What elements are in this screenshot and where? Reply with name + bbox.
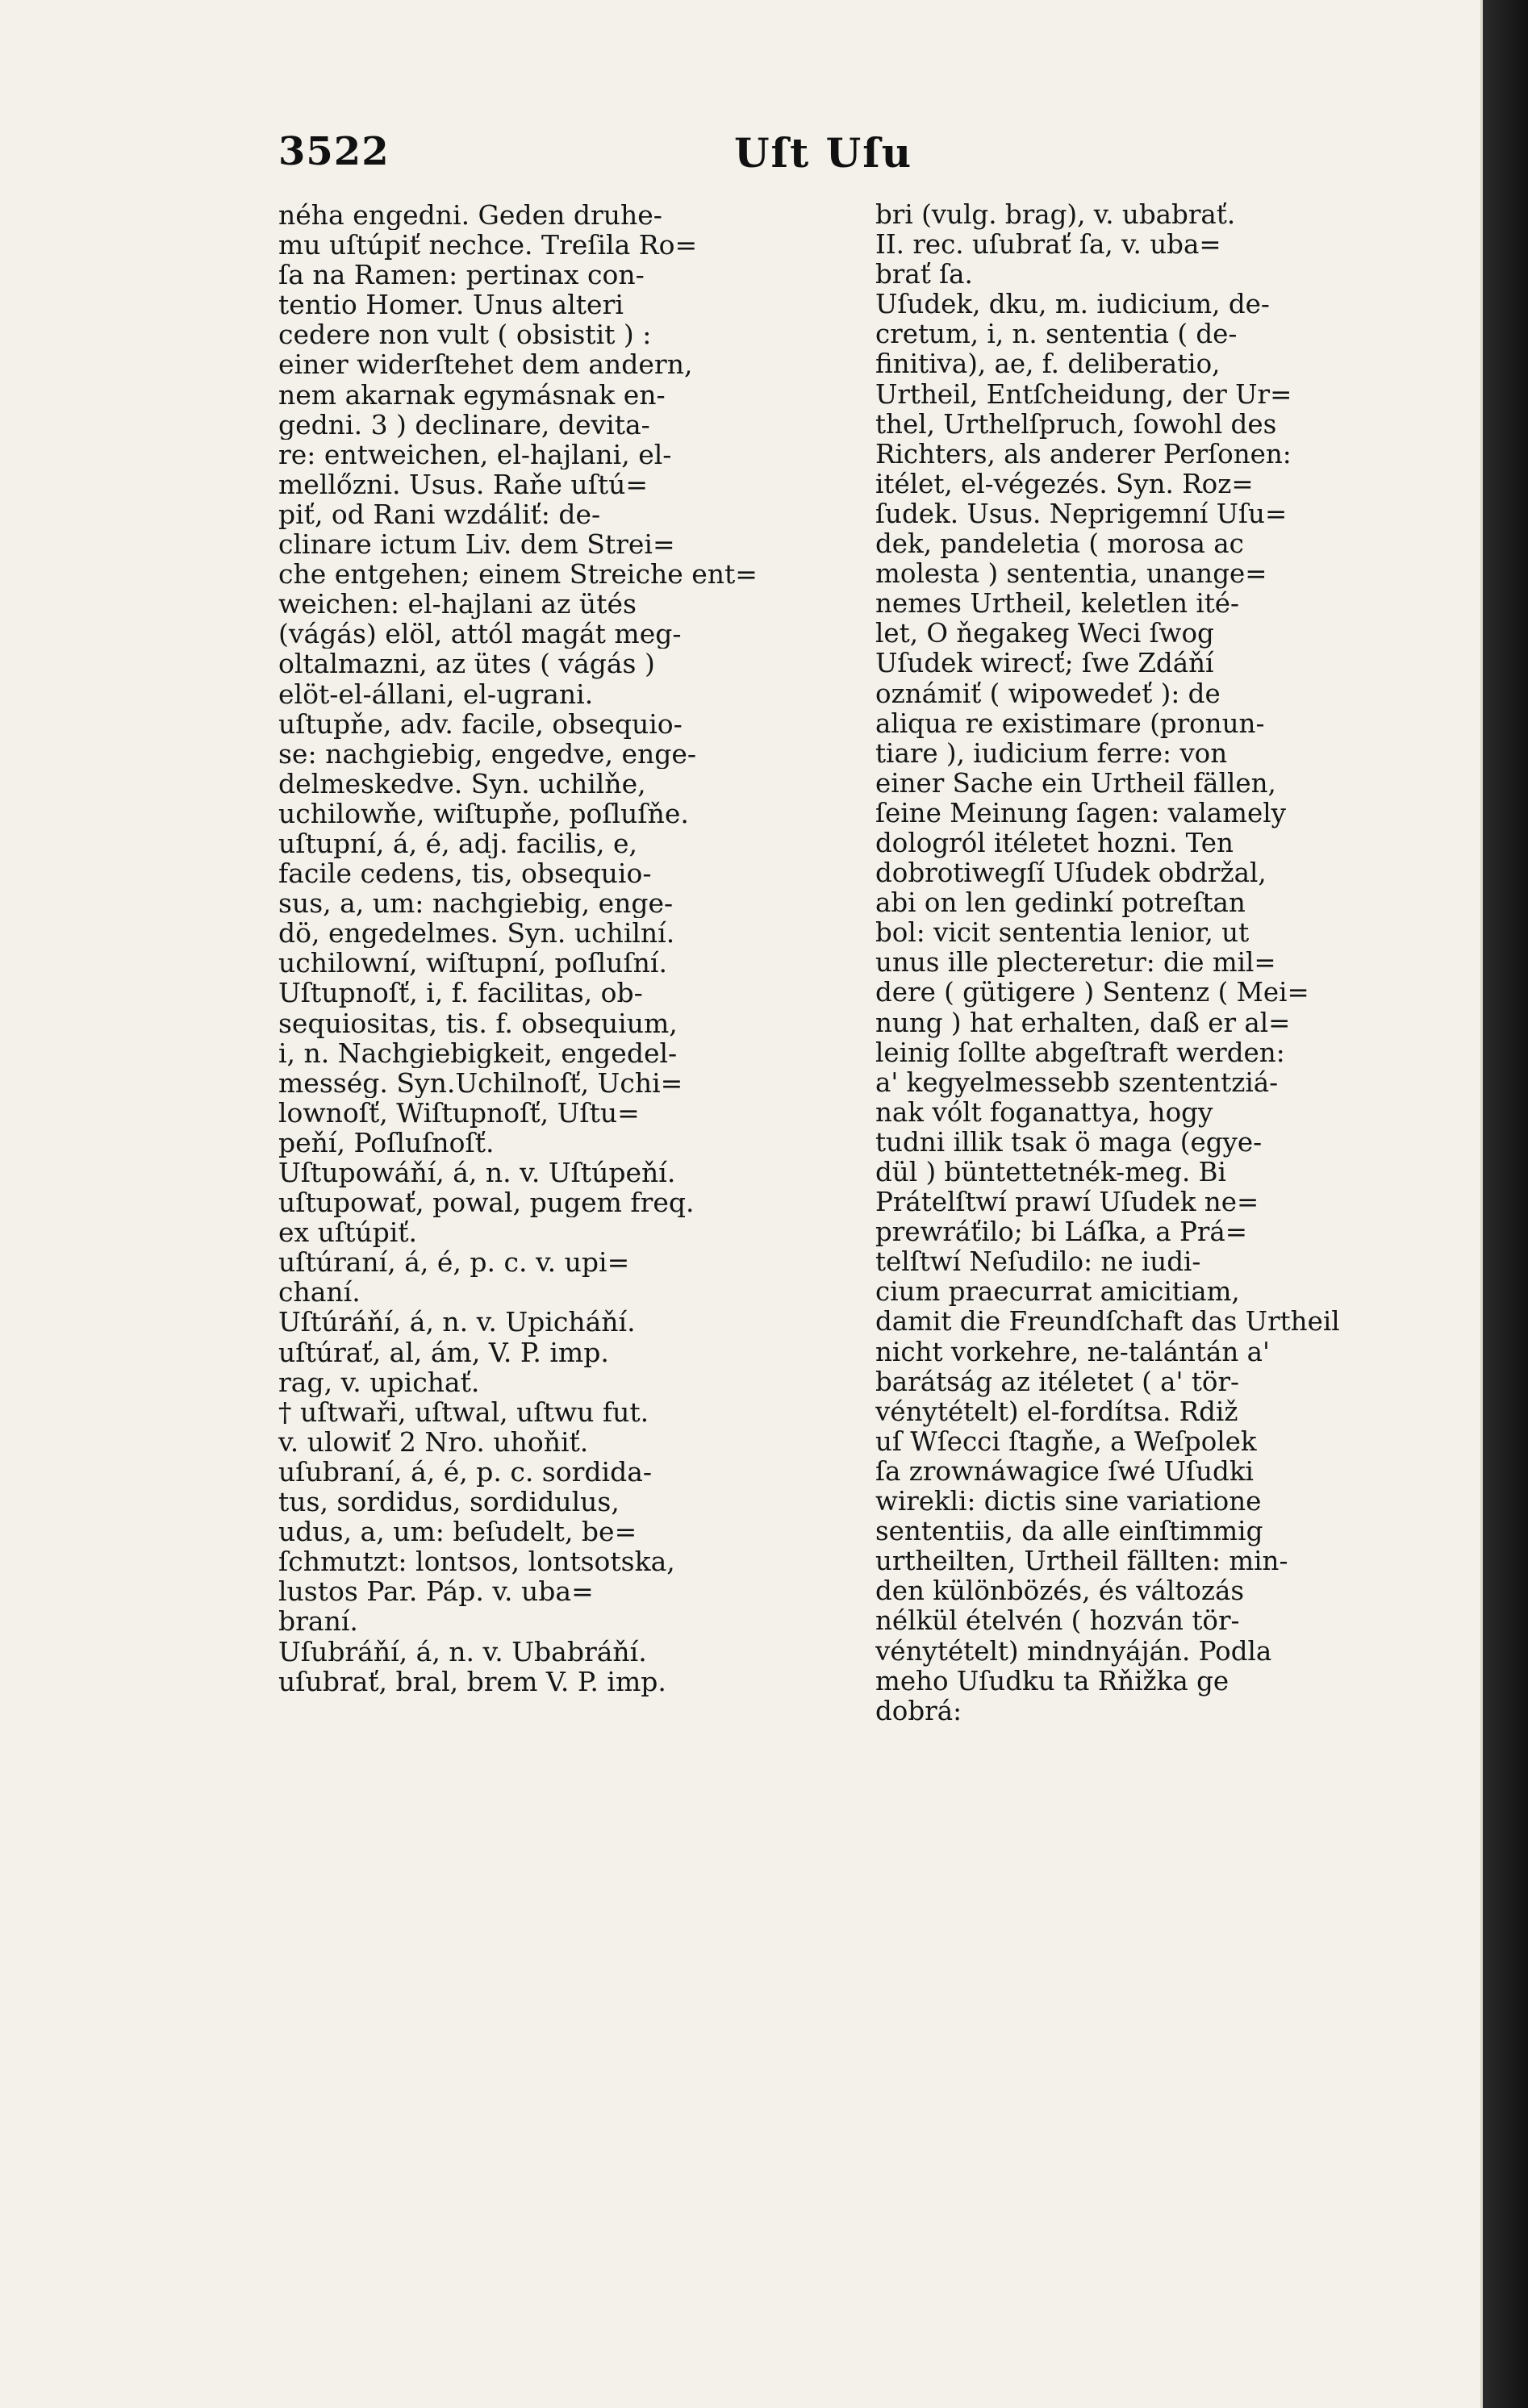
text-line: cedere non vult ( obsistit ) : [278,319,652,350]
text-line: uſ Wſecci ſtagňe, a Weſpolek [875,1426,1257,1457]
text-line: abi on len gedinkí potreſtan [875,888,1246,919]
text-line: Uſubráňí, á, n. v. Ubabráňí. [278,1636,647,1667]
text-line: peňí, Poſluſnoſť. [278,1127,495,1158]
text-line: II. rec. uſubrať ſa, v. uba= [875,230,1221,261]
text-line: (vágás) elöl, attól magát meg- [278,619,682,649]
text-line: leinig ſollte abgeſtraft werden: [875,1037,1285,1068]
text-line: unus ille plecteretur: die mil= [875,948,1276,979]
text-line: dobrotiwegſí Uſudek obdržal, [875,858,1267,889]
text-line: damit die Freundſchaft das Urtheil [875,1307,1340,1338]
text-line: ſeine Meinung ſagen: valamely [875,798,1286,828]
text-line: vénytételt) el-fordítsa. Rdiž [875,1396,1238,1427]
text-line: finitiva), ae, f. deliberatio, [875,349,1221,380]
text-line: nem akarnak egymásnak en- [278,379,666,410]
text-line: dül ) büntettetnék-meg. Bi [875,1158,1226,1187]
text-line: urtheilten, Urtheil fällten: min- [875,1546,1288,1577]
text-line: ex uſtúpiť. [278,1217,418,1248]
text-line: dere ( gütigere ) Sentenz ( Mei= [875,978,1309,1008]
text-line: cretum, i, n. sententia ( de- [875,319,1238,350]
text-line: facile cedens, tis, obsequio- [278,858,652,889]
text-line: néha engedni. Geden druhe- [278,200,662,231]
text-line: uſubrať, bral, brem V. P. imp. [278,1666,666,1696]
text-line: dö, engedelmes. Syn. uchilní. [278,918,675,949]
text-line: den különbözés, és változás [875,1576,1245,1607]
text-line: Prátelſtwí prawí Uſudek ne= [875,1187,1259,1218]
text-line: nung ) hat erhalten, daß er al= [875,1008,1291,1038]
text-line: einer widerſtehet dem andern, [278,349,693,380]
text-line: bol: vicit sententia lenior, ut [875,918,1250,949]
text-line: dologról itéletet hozni. Ten [875,828,1234,858]
text-line: re: entweichen, el-hajlani, el- [278,439,672,469]
text-line: i, n. Nachgiebigkeit, engedel- [278,1037,678,1068]
text-line: thel, Urthelſpruch, ſowohl des [875,409,1277,440]
text-line: ſa zrownáwagice ſwé Uſudki [875,1456,1254,1487]
text-line: oltalmazni, az ütes ( vágás ) [278,649,655,679]
text-line: tudni illik tsak ö maga (egye- [875,1127,1263,1158]
text-line: se: nachgiebig, engedve, enge- [278,738,697,769]
text-line: dek, pandeletia ( morosa ac [875,529,1244,560]
right-column [875,200,1440,2281]
text-line: che entgehen; einem Streiche ent= [278,559,758,590]
page-number: 3522 [278,129,390,174]
text-line: sus, a, um: nachgiebig, enge- [278,888,674,919]
text-line: uſtúraní, á, é, p. c. v. upi= [278,1247,630,1278]
text-line: chaní. [278,1277,361,1308]
text-line: Uſtupnoſť, i, f. facilitas, ob- [278,978,643,1008]
text-line: † uſtwaři, uſtwal, uſtwu fut. [278,1396,649,1427]
text-line: meho Uſudku ta Rňižka ge [875,1666,1229,1696]
text-line: tus, sordidus, sordidulus, [278,1487,620,1517]
text-line: braní. [278,1606,358,1637]
left-column [278,200,843,2281]
text-line: dobrá: [875,1696,962,1726]
text-line: wirekli: dictis sine variatione [875,1487,1262,1517]
text-line: delmeskedve. Syn. uchilňe, [278,768,646,799]
text-line: tiare ), iudicium ferre: von [875,738,1228,769]
text-line: nak vólt foganattya, hogy [875,1097,1213,1128]
text-line: ſchmutzt: lontsos, lontsotska, [278,1546,675,1577]
text-line: messég. Syn.Uchilnoſť, Uchi= [278,1067,683,1098]
text-line: Uſudek, dku, m. iudicium, de- [875,290,1270,320]
text-line: a' kegyelmessebb szententziá- [875,1067,1279,1098]
text-line: uchilowňe, wiſtupňe, poſluſňe. [278,798,689,828]
text-line: vénytételt) mindnyáján. Podla [875,1636,1272,1667]
text-line: gedni. 3 ) declinare, devita- [278,409,650,440]
text-line: aliqua re existimare (pronun- [875,708,1265,739]
text-line: mu uſtúpiť nechce. Treſila Ro= [278,230,698,261]
text-line: uſtúrať, al, ám, V. P. imp. [278,1337,609,1367]
text-line: prewráťilo; bi Láſka, a Prá= [875,1217,1247,1248]
text-line: nélkül ételvén ( hozván tör- [875,1606,1240,1637]
text-line: ſudek. Usus. Neprigemní Uſu= [875,499,1288,529]
text-line: bri (vulg. brag), v. ubabrať. [875,200,1236,230]
text-line: Uſtupowáňí, á, n. v. Uſtúpeňí. [278,1158,676,1188]
text-line: Richters, als anderer Perſonen: [875,439,1292,469]
text-line: piť, od Rani wzdáliť: de- [278,499,601,530]
text-line: uchilowní, wiſtupní, poſluſní. [278,948,667,979]
text-line: v. ulowiť 2 Nro. uhoňiť. [278,1426,589,1457]
text-line: Uſudek wirecť; ſwe Zdáňí [875,649,1214,679]
text-line: telſtwí Neſudilo: ne iudi- [875,1247,1201,1278]
text-line: ſa na Ramen: pertinax con- [278,260,645,290]
text-line: udus, a, um: beſudelt, be= [278,1517,637,1547]
text-line: tentio Homer. Unus alteri [278,290,624,320]
text-line: Uſtúráňí, á, n. v. Upicháňí. [278,1307,636,1338]
text-line: lustos Par. Páp. v. uba= [278,1576,594,1607]
scan-edge [1483,0,1528,2408]
text-line: uſtupňe, adv. facile, obsequio- [278,708,683,739]
text-line: nemes Urtheil, keletlen ité- [875,589,1240,620]
text-line: barátság az itéletet ( a' tör- [875,1367,1239,1397]
page-header [278,129,1440,194]
text-line: lownoſť, Wiſtupnoſť, Uſtu= [278,1097,640,1128]
text-line: mellőzni. Usus. Raňe uſtú= [278,469,649,499]
text-line: nicht vorkehre, ne-talántán a' [875,1337,1270,1367]
text-line: molesta ) sententia, unange= [875,559,1267,590]
text-line: let, O ňegakeg Weci ſwog [875,619,1214,649]
text-line: uſtupowať, powal, pugem freq. [278,1187,695,1218]
text-line: uſtupní, á, é, adj. facilis, e, [278,828,638,859]
text-line: clinare ictum Liv. dem Strei= [278,529,675,560]
text-line: elöt-el-állani, el-ugrani. [278,678,594,709]
text-line: cium praecurrat amicitiam, [875,1277,1240,1308]
text-line: Urtheil, Entſcheidung, der Ur= [875,379,1292,410]
text-line: sequiositas, tis. f. obsequium, [278,1008,678,1038]
text-line: weichen: el-hajlani az ütés [278,589,637,620]
text-line: oznámiť ( wipowedeť ): de [875,678,1221,709]
running-head: Uſt Uſu [734,129,913,177]
text-line: rag, v. upichať. [278,1367,480,1397]
text-line: itélet, el-végezés. Syn. Roz= [875,469,1254,499]
text-line: sententiis, da alle einſtimmig [875,1517,1263,1547]
text-line: uſubraní, á, é, p. c. sordida- [278,1456,653,1488]
text-line: einer Sache ein Urtheil fällen, [875,768,1276,799]
text-line: brať ſa. [875,260,973,290]
